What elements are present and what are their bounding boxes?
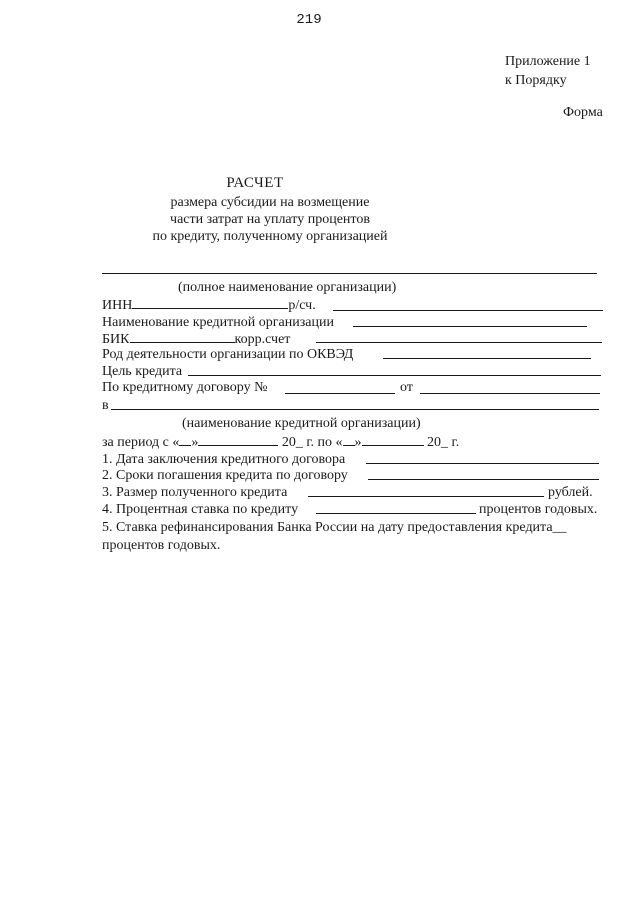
purpose-row — [102, 364, 182, 380]
bik-row — [102, 331, 290, 348]
in-row — [102, 398, 109, 414]
item-5-continuation — [102, 538, 220, 554]
item-5-cont-label: процентов годовых. — [102, 538, 221, 553]
appendix-line-2: к Порядку — [505, 73, 567, 88]
subtitle-line-3: по кредиту, полученному организацией — [152, 229, 388, 244]
appendix-line-1: Приложение 1 — [505, 54, 591, 69]
document-title: РАСЧЕТ — [226, 175, 284, 191]
period-year-1: 20_ г. по « — [281, 435, 343, 450]
document-subtitle — [120, 194, 420, 245]
in-label: в — [102, 398, 109, 413]
page-number: 219 — [296, 12, 322, 28]
bik-label: БИК — [102, 332, 130, 347]
corr-field[interactable] — [316, 342, 602, 343]
period-start-month-field[interactable] — [198, 434, 278, 446]
item-2-label: 2. Сроки погашения кредита по договору — [102, 468, 348, 483]
purpose-field[interactable] — [188, 375, 601, 376]
form-label: Форма — [563, 105, 603, 120]
subtitle-line-1: размера субсидии на возмещение — [170, 195, 370, 210]
activity-label: Род деятельности организации по ОКВЭД — [102, 347, 354, 362]
contract-number-field[interactable] — [285, 393, 395, 394]
rs-label: р/сч. — [288, 298, 316, 313]
inn-label: ИНН — [102, 298, 133, 313]
activity-row — [102, 347, 353, 363]
item-4-row — [102, 502, 298, 518]
org-name-caption: (полное наименование организации) — [178, 280, 397, 295]
contract-row — [102, 380, 267, 396]
purpose-label: Цель кредита — [102, 364, 183, 379]
rs-field[interactable] — [333, 310, 603, 311]
item-3-field[interactable] — [308, 496, 544, 497]
period-close-2: » — [354, 435, 362, 450]
appendix-heading — [505, 52, 591, 90]
item-2-row — [102, 468, 348, 484]
inn-field[interactable] — [132, 297, 288, 309]
credit-org-row — [102, 315, 334, 331]
activity-field[interactable] — [383, 358, 591, 359]
bik-field[interactable] — [130, 331, 235, 343]
item-4-suffix: процентов годовых. — [479, 502, 598, 517]
period-start-day-field[interactable] — [179, 434, 191, 446]
credit-org-caption: (наименование кредитной организации) — [182, 416, 421, 431]
inn-row — [102, 297, 316, 314]
item-3-label: 3. Размер полученного кредита — [102, 485, 288, 500]
org-name-field[interactable] — [102, 273, 597, 274]
item-5-label: 5. Ставка рефинансирования Банка России на дату предоставления кредита__ — [102, 520, 567, 535]
item-5-row — [102, 520, 567, 536]
period-year-2: 20_ г. — [427, 435, 460, 450]
credit-org-label: Наименование кредитной организации — [102, 315, 334, 330]
item-3-row — [102, 485, 287, 501]
corr-label: корр.счет — [234, 332, 291, 347]
credit-org-in-field[interactable] — [111, 409, 599, 410]
item-4-field[interactable] — [316, 513, 476, 514]
period-row — [102, 434, 459, 451]
contract-label: По кредитному договору № — [102, 380, 268, 395]
period-end-day-field[interactable] — [343, 434, 355, 446]
item-3-suffix: рублей. — [548, 485, 593, 500]
period-end-month-field[interactable] — [362, 434, 424, 446]
item-1-row — [102, 452, 345, 468]
contract-from-label: от — [400, 380, 413, 395]
credit-org-field[interactable] — [353, 326, 587, 327]
period-close-1: » — [191, 435, 199, 450]
subtitle-line-2: части затрат на уплату процентов — [170, 212, 370, 227]
period-prefix: за период с « — [102, 435, 180, 450]
contract-date-field[interactable] — [420, 393, 600, 394]
item-2-field[interactable] — [368, 479, 599, 480]
item-1-label: 1. Дата заключения кредитного договора — [102, 452, 346, 467]
item-1-field[interactable] — [366, 463, 599, 464]
item-4-label: 4. Процентная ставка по кредиту — [102, 502, 299, 517]
